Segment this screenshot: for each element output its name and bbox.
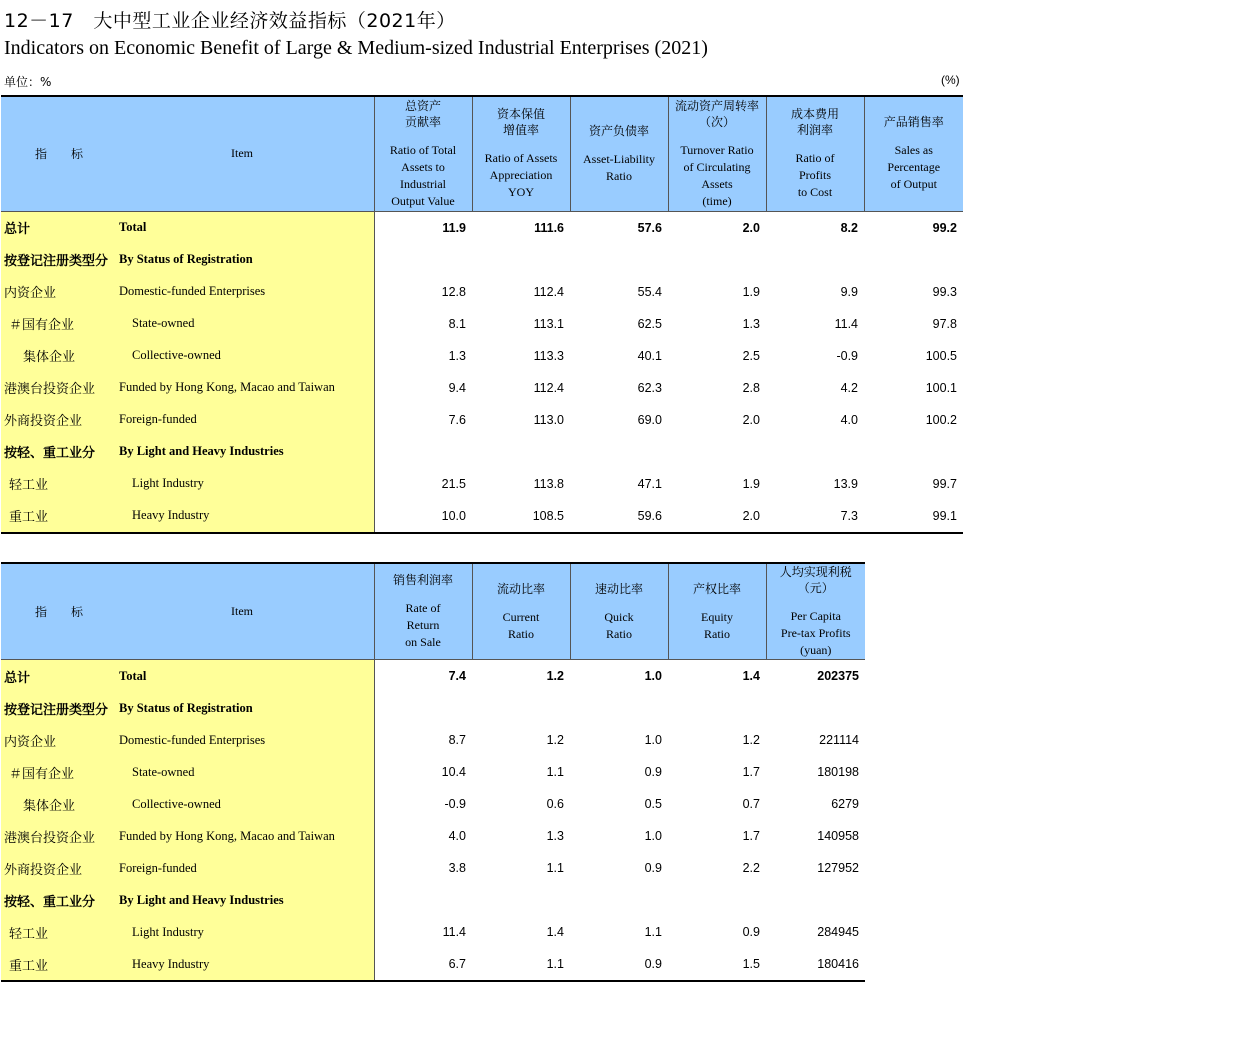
- table-cell: 1.5: [668, 948, 766, 981]
- table-row: [1, 884, 865, 916]
- table-cell: 4.0: [448, 829, 466, 843]
- table-cell: 1.9: [742, 476, 760, 491]
- table-cell: 8.1: [448, 316, 466, 331]
- table-cell: 2.0: [742, 412, 760, 427]
- table-row: [1, 404, 963, 436]
- column-header: [668, 563, 766, 660]
- unit-label: 单位：%: [4, 75, 52, 89]
- table-cell: 112.4: [533, 380, 564, 395]
- row-label-cn: 重工业: [1, 948, 119, 981]
- table-row: [1, 692, 865, 724]
- table-row: [1, 660, 865, 693]
- table-cell: 113.8: [533, 476, 564, 491]
- table-cell: 0.9: [570, 948, 668, 981]
- table-cell: [668, 692, 766, 724]
- table-cell: 10.4: [441, 765, 466, 779]
- table-cell: 140958: [817, 829, 859, 843]
- table-cell: [668, 436, 766, 468]
- table-cell: [668, 244, 766, 276]
- table-cell: [472, 692, 570, 724]
- column-header-cn: 速动比率: [594, 581, 643, 596]
- row-label-cn: 按登记注册类型分: [1, 244, 119, 276]
- table-cell: 3.8: [448, 861, 466, 875]
- row-label-cn: ＃国有企业: [1, 756, 119, 788]
- row-label-cn: 港澳台投资企业: [1, 820, 119, 852]
- table-cell: [864, 244, 963, 276]
- table-cell: 11.4: [834, 316, 858, 331]
- row-label-cn: 集体企业: [1, 788, 119, 820]
- table-cell: 99.2: [932, 220, 957, 235]
- table-cell: 1.2: [546, 733, 564, 747]
- indicator-table-2: [1, 562, 865, 982]
- table-cell: 1.0: [644, 733, 662, 747]
- table-cell: 21.5: [441, 476, 466, 491]
- column-header-en: Per Capita Pre-tax Profits (yuan): [780, 609, 851, 657]
- table-cell: [374, 884, 472, 916]
- row-label-en: Collective-owned: [119, 788, 374, 820]
- row-label-cn: 总计: [1, 660, 119, 693]
- table-cell: 40.1: [637, 348, 662, 363]
- row-label-cn: 内资企业: [1, 724, 119, 756]
- table-cell: -0.9: [836, 348, 858, 363]
- column-header-cn: 产品销售率: [883, 115, 944, 130]
- table-cell: 62.3: [637, 380, 662, 395]
- table-row: [1, 468, 963, 500]
- table-cell: 10.0: [374, 500, 472, 533]
- row-label-cn: 按轻、重工业分: [1, 436, 119, 468]
- table-cell: 1.0: [644, 829, 662, 843]
- table-cell: 1.2: [742, 733, 760, 747]
- row-label-en: Foreign-funded: [119, 404, 374, 436]
- column-header-cn: 资本保值 增值率: [496, 107, 545, 138]
- column-header-cn: 资产负债率: [588, 123, 649, 138]
- row-label-en: State-owned: [119, 756, 374, 788]
- table-cell: [668, 884, 766, 916]
- table-cell: 7.6: [448, 412, 466, 427]
- row-label-en: Light Industry: [119, 468, 374, 500]
- table-cell: 99.1: [864, 500, 963, 533]
- table-cell: [766, 244, 864, 276]
- table-cell: 9.4: [448, 380, 466, 395]
- table-cell: [472, 436, 570, 468]
- column-header-cn: 总资产 贡献率: [404, 98, 441, 129]
- indicator-table-1: [1, 95, 963, 534]
- table-cell: 9.9: [840, 284, 858, 299]
- header-item-en: Item: [119, 96, 374, 211]
- table-cell: [570, 692, 668, 724]
- table-cell: 2.2: [742, 861, 760, 875]
- table-row: [1, 500, 963, 533]
- table-cell: 99.7: [932, 476, 957, 491]
- table-cell: 1.3: [448, 348, 466, 363]
- table-cell: 100.5: [925, 348, 957, 363]
- table-cell: [570, 244, 668, 276]
- column-header: [570, 96, 668, 211]
- column-header-en: Ratio of Total Assets to Industrial Output Value: [389, 142, 457, 208]
- table-header-row: [1, 563, 865, 660]
- table-row: [1, 788, 865, 820]
- row-label-en: By Status of Registration: [119, 244, 374, 276]
- table-cell: 0.5: [644, 797, 662, 811]
- row-label-cn: 外商投资企业: [1, 404, 119, 436]
- row-label-cn: ＃国有企业: [1, 308, 119, 340]
- row-label-en: By Light and Heavy Industries: [119, 436, 374, 468]
- table-cell: 7.4: [448, 669, 466, 683]
- column-header-cn: 流动比率: [496, 581, 545, 596]
- row-label-en: Collective-owned: [119, 340, 374, 372]
- table-cell: 8.2: [840, 220, 858, 235]
- row-label-cn: 轻工业: [1, 468, 119, 500]
- table-row: [1, 916, 865, 948]
- table-cell: 6279: [831, 797, 859, 811]
- row-label-en: Total: [119, 211, 374, 244]
- row-label-en: Total: [119, 660, 374, 693]
- table-row: [1, 820, 865, 852]
- table-row: [1, 372, 963, 404]
- table-row: [1, 756, 865, 788]
- table-cell: [374, 244, 472, 276]
- column-header: [668, 96, 766, 211]
- table-row: [1, 948, 865, 981]
- table-row: [1, 852, 865, 884]
- column-header-en: Asset-Liability Ratio: [583, 151, 655, 183]
- table-cell: 69.0: [637, 412, 662, 427]
- table-cell: 1.1: [644, 925, 662, 939]
- table-cell: 11.4: [442, 925, 466, 939]
- table-cell: [570, 436, 668, 468]
- header-item-cn: 指 标: [1, 96, 119, 211]
- table-cell: 113.1: [533, 316, 564, 331]
- table-cell: 127952: [817, 861, 859, 875]
- column-header: [374, 96, 472, 211]
- table-cell: 0.6: [546, 797, 564, 811]
- unit-label-right: (%): [941, 73, 960, 87]
- table-cell: 57.6: [637, 220, 662, 235]
- table-cell: -0.9: [444, 797, 466, 811]
- table-cell: 97.8: [932, 316, 957, 331]
- table-cell: 1.1: [546, 861, 564, 875]
- table-cell: [864, 436, 963, 468]
- table-cell: [472, 244, 570, 276]
- row-label-cn: 按登记注册类型分: [1, 692, 119, 724]
- table-cell: 55.4: [637, 284, 662, 299]
- column-header-cn: 人均实现利税 （元）: [779, 565, 852, 595]
- table-cell: [766, 884, 865, 916]
- table-cell: 1.3: [742, 316, 760, 331]
- row-label-en: Light Industry: [119, 916, 374, 948]
- table-cell: [766, 692, 865, 724]
- table-cell: 99.3: [932, 284, 957, 299]
- header-item-cn: 指 标: [1, 563, 119, 660]
- column-header: [374, 563, 472, 660]
- column-header-en: Sales as Percentage of Output: [887, 143, 941, 192]
- page-title-cn: 12－17 大中型工业企业经济效益指标（2021年）: [4, 10, 456, 32]
- table-cell: 221114: [819, 733, 859, 747]
- table-cell: 0.9: [742, 925, 760, 939]
- row-label-en: Domestic-funded Enterprises: [119, 724, 374, 756]
- table-cell: 13.9: [833, 476, 858, 491]
- table-cell: 2.0: [742, 220, 760, 235]
- table-cell: 47.1: [637, 476, 662, 491]
- table-cell: 1.7: [742, 829, 760, 843]
- table-cell: 180416: [766, 948, 865, 981]
- column-header: [766, 96, 864, 211]
- table-cell: 112.4: [533, 284, 564, 299]
- table-cell: 1.0: [644, 669, 662, 683]
- column-header: [472, 563, 570, 660]
- row-label-en: Funded by Hong Kong, Macao and Taiwan: [119, 372, 374, 404]
- table-cell: 11.9: [442, 220, 466, 235]
- table-cell: 1.2: [546, 669, 564, 683]
- table-cell: 6.7: [374, 948, 472, 981]
- row-label-en: Heavy Industry: [119, 500, 374, 533]
- column-header-en: Ratio of Assets Appreciation YOY: [484, 151, 558, 200]
- table-cell: [374, 436, 472, 468]
- column-header: [570, 563, 668, 660]
- column-header-cn: 流动资产周转率 （次）: [674, 98, 759, 129]
- table-cell: 4.0: [840, 412, 858, 427]
- column-header-cn: 销售利润率: [392, 573, 453, 587]
- table-cell: 284945: [817, 925, 859, 939]
- row-label-cn: 按轻、重工业分: [1, 884, 119, 916]
- table-cell: 113.0: [533, 412, 564, 427]
- row-label-cn: 内资企业: [1, 276, 119, 308]
- table-cell: 2.8: [742, 380, 760, 395]
- table-cell: 2.5: [742, 348, 760, 363]
- page-title-en: Indicators on Economic Benefit of Large & Medium-sized Industrial Enterprises (2021): [4, 37, 708, 59]
- table-cell: 1.1: [546, 765, 564, 779]
- table-cell: 0.9: [644, 765, 662, 779]
- row-label-en: State-owned: [119, 308, 374, 340]
- row-label-en: Heavy Industry: [119, 948, 374, 981]
- table-row: [1, 211, 963, 244]
- table-cell: 59.6: [570, 500, 668, 533]
- table-cell: 100.2: [925, 412, 957, 427]
- row-label-en: By Light and Heavy Industries: [119, 884, 374, 916]
- column-header-en: Turnover Ratio of Circulating Assets (time): [680, 142, 754, 208]
- row-label-cn: 总计: [1, 211, 119, 244]
- table-row: [1, 308, 963, 340]
- table-cell: 0.7: [742, 797, 760, 811]
- row-label-en: Foreign-funded: [119, 852, 374, 884]
- table-cell: 1.1: [472, 948, 570, 981]
- table-header-row: [1, 96, 963, 211]
- row-label-cn: 轻工业: [1, 916, 119, 948]
- row-label-cn: 港澳台投资企业: [1, 372, 119, 404]
- column-header: [766, 563, 865, 660]
- table-row: [1, 276, 963, 308]
- column-header-en: Quick Ratio: [604, 609, 634, 641]
- table-cell: 202375: [817, 669, 859, 683]
- table-cell: [766, 436, 864, 468]
- table-cell: 1.9: [742, 284, 760, 299]
- header-item-en: Item: [119, 563, 374, 660]
- table-cell: 1.7: [742, 765, 760, 779]
- table-cell: [570, 884, 668, 916]
- table-cell: 12.8: [441, 284, 466, 299]
- table-row: [1, 340, 963, 372]
- table-cell: 113.3: [533, 348, 564, 363]
- table-row: [1, 724, 865, 756]
- row-label-en: Domestic-funded Enterprises: [119, 276, 374, 308]
- table-cell: 7.3: [766, 500, 864, 533]
- table-cell: 0.9: [644, 861, 662, 875]
- column-header-en: Equity Ratio: [701, 609, 733, 641]
- column-header: [472, 96, 570, 211]
- row-label-en: By Status of Registration: [119, 692, 374, 724]
- table-row: [1, 244, 963, 276]
- row-label-en: Funded by Hong Kong, Macao and Taiwan: [119, 820, 374, 852]
- row-label-cn: 重工业: [1, 500, 119, 533]
- table-cell: 2.0: [668, 500, 766, 533]
- table-cell: [472, 884, 570, 916]
- column-header-cn: 成本费用 利润率: [790, 107, 839, 138]
- table-cell: 1.4: [742, 669, 760, 683]
- row-label-cn: 集体企业: [1, 340, 119, 372]
- table-cell: 8.7: [448, 733, 466, 747]
- column-header-cn: 产权比率: [692, 581, 741, 596]
- table-cell: 111.6: [534, 220, 564, 235]
- column-header-en: Rate of Return on Sale: [405, 601, 441, 649]
- table-cell: 100.1: [925, 380, 957, 395]
- column-header-en: Current Ratio: [502, 609, 540, 641]
- table-cell: 4.2: [840, 380, 858, 395]
- column-header: [864, 96, 963, 211]
- table-cell: 180198: [817, 765, 859, 779]
- column-header-en: Ratio of Profits to Cost: [795, 151, 835, 200]
- table-cell: 108.5: [472, 500, 570, 533]
- table-cell: 1.3: [546, 829, 564, 843]
- table-cell: 1.4: [546, 925, 564, 939]
- table-cell: [374, 692, 472, 724]
- row-label-cn: 外商投资企业: [1, 852, 119, 884]
- table-cell: 62.5: [637, 316, 662, 331]
- table-row: [1, 436, 963, 468]
